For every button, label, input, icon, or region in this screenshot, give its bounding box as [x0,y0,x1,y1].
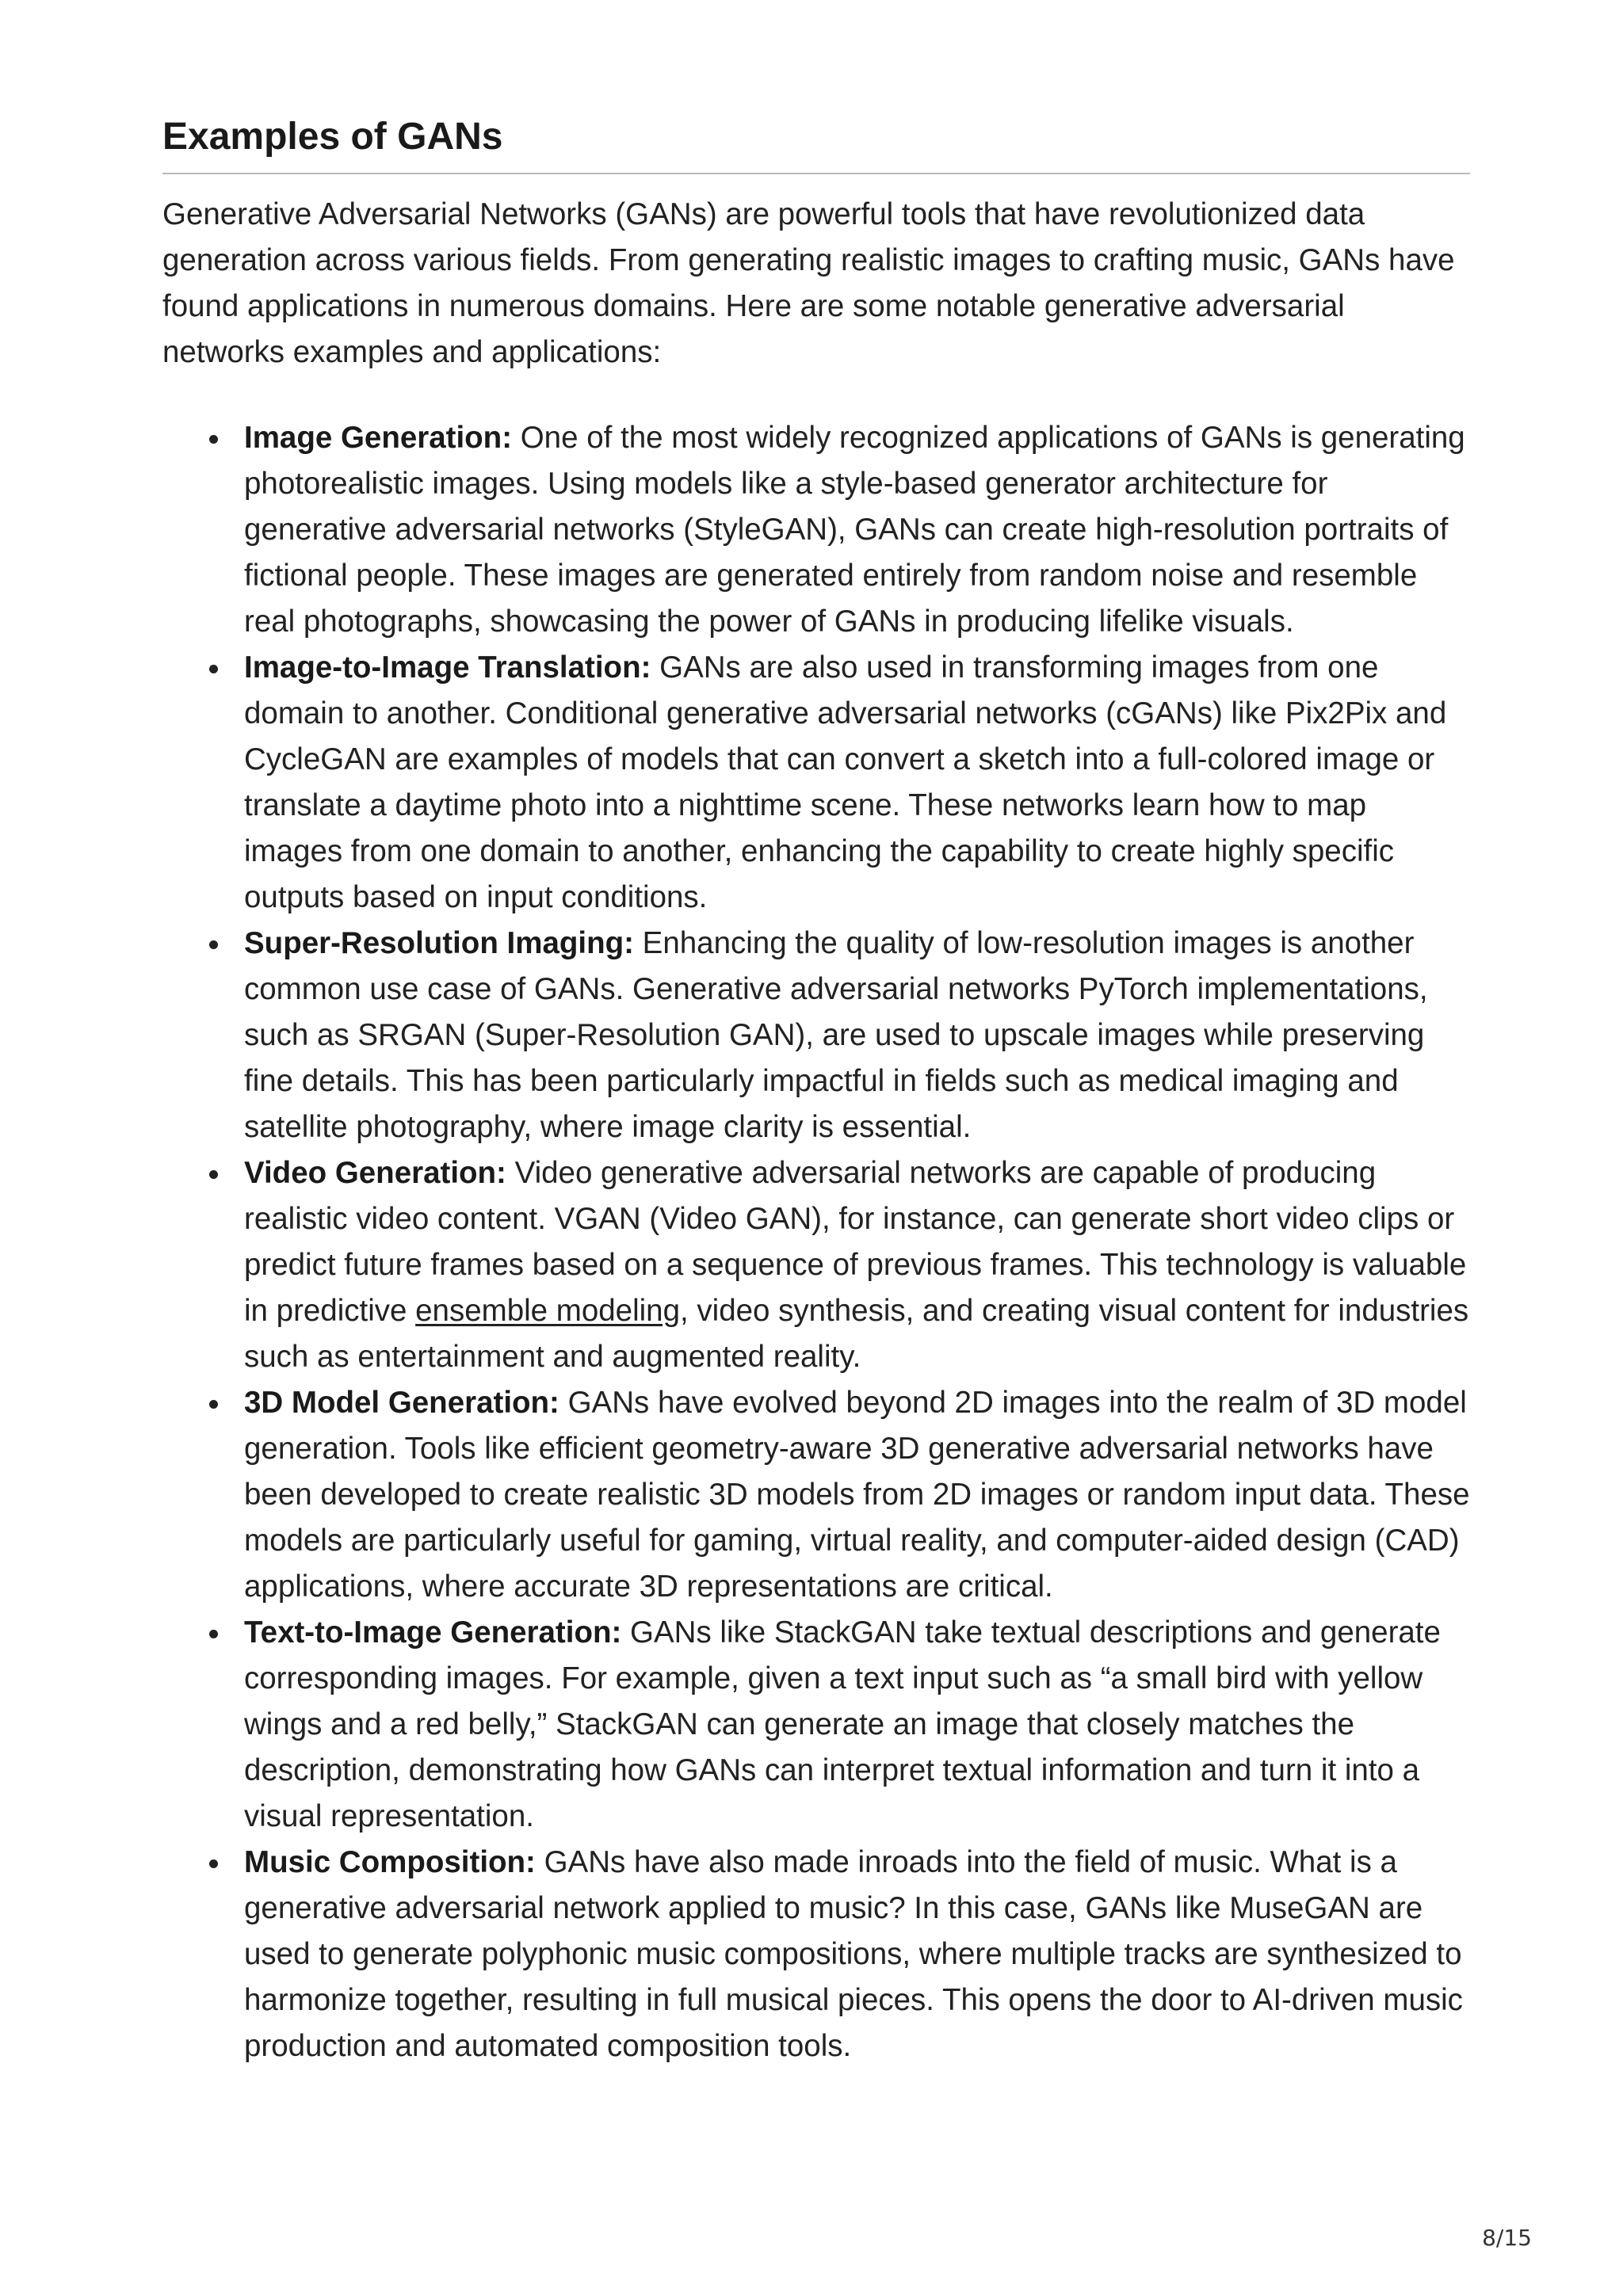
document-page [162,111,1470,2069]
bullet-icon [209,435,218,444]
bullet-icon [209,1630,218,1638]
item-term: Image-to-Image Translation: [244,650,651,685]
bullet-icon [209,665,218,673]
bullet-icon [209,940,218,949]
item-term: Super-Resolution Imaging: [244,926,634,960]
list-item-text-to-image [244,1610,1470,1840]
item-text: Enhancing the quality of low-resolution images is another common use case of GANs. Generative adversarial networks PyTorch implementations, such as SRGAN (Super-Resolution GAN), are used to upscale images while preserving fine details. This has been particularly impactful in fields such as medical imaging and satellite photography, where image clarity is essential. [244,926,1428,1144]
ensemble-modeling-link[interactable]: ensemble modeling [415,1294,681,1328]
bullet-icon [209,1859,218,1868]
item-text: GANs are also used in transforming images from one domain to another. Conditional generative adversarial networks (cGANs) like Pix2Pix and CycleGAN are examples of models that can convert a sketch into a full-colored image or translate a daytime photo into a nighttime scene. These networks learn how to map images from one domain to another, enhancing the capability to create highly specific outputs based on input conditions. [244,650,1447,914]
list-item-music-composition [244,1840,1470,2069]
list-item-image-to-image [244,645,1470,921]
item-text-before-link: Video generative adversarial networks are capable of producing realistic video content. VGAN (Video GAN), for instance, can generate short video clips or predict future frames based on a sequence of previous frames. This technology is valuable in predictive [244,1156,1467,1328]
item-term: Video Generation: [244,1156,506,1190]
item-term: 3D Model Generation: [244,1386,559,1420]
item-text: One of the most widely recognized applications of GANs is generating photorealistic images. Using models like a style-based generator architecture for generative adversarial networks (StyleGAN), GANs can create high-resolution portraits of fictional people. These images are generated entirely from random noise and resemble real photographs, showcasing the power of GANs in producing lifelike visuals. [244,421,1465,639]
item-term: Image Generation: [244,421,513,455]
item-text: GANs have also made inroads into the field of music. What is a generative adversarial network applied to music? In this case, GANs like MuseGAN are used to generate polyphonic music compositions, where multiple tracks are synthesized to harmonize together, resulting in full musical pieces. This opens the door to AI-driven music production and automated composition tools. [244,1845,1463,2063]
bullet-icon [209,1400,218,1409]
item-text-after-link: , video synthesis, and creating visual content for industries such as entertainment and augmented reality. [244,1294,1469,1374]
list-item-3d-model-generation [244,1380,1470,1610]
page-number: 8/15 [1482,2225,1532,2251]
list-item-image-generation [244,415,1470,645]
section-title: Examples of GANs [162,111,1470,174]
item-term: Text-to-Image Generation: [244,1615,622,1650]
examples-list [162,415,1470,2069]
bullet-icon [209,1170,218,1179]
item-text: GANs have evolved beyond 2D images into the realm of 3D model generation. Tools like efficient geometry-aware 3D generative adversarial networks have been developed to create realistic 3D models from 2D images or random input data. These models are particularly useful for gaming, virtual reality, and computer-aided design (CAD) applications, where accurate 3D representations are critical. [244,1386,1470,1604]
list-item-video-generation [244,1150,1470,1380]
intro-paragraph: Generative Adversarial Networks (GANs) are powerful tools that have revolutionized data generation across various fields. From generating realistic images to crafting music, GANs have found applications in numerous domains. Here are some notable generative adversarial networks examples and applications: [162,197,1455,369]
list-item-super-resolution [244,921,1470,1150]
item-term: Music Composition: [244,1845,536,1879]
item-text: GANs like StackGAN take textual descriptions and generate corresponding images. For example, given a text input such as “a small bird with yellow wings and a red belly,” StackGAN can generate an image that closely matches the description, demonstrating how GANs can interpret textual information and turn it into a visual representation. [244,1615,1441,1833]
